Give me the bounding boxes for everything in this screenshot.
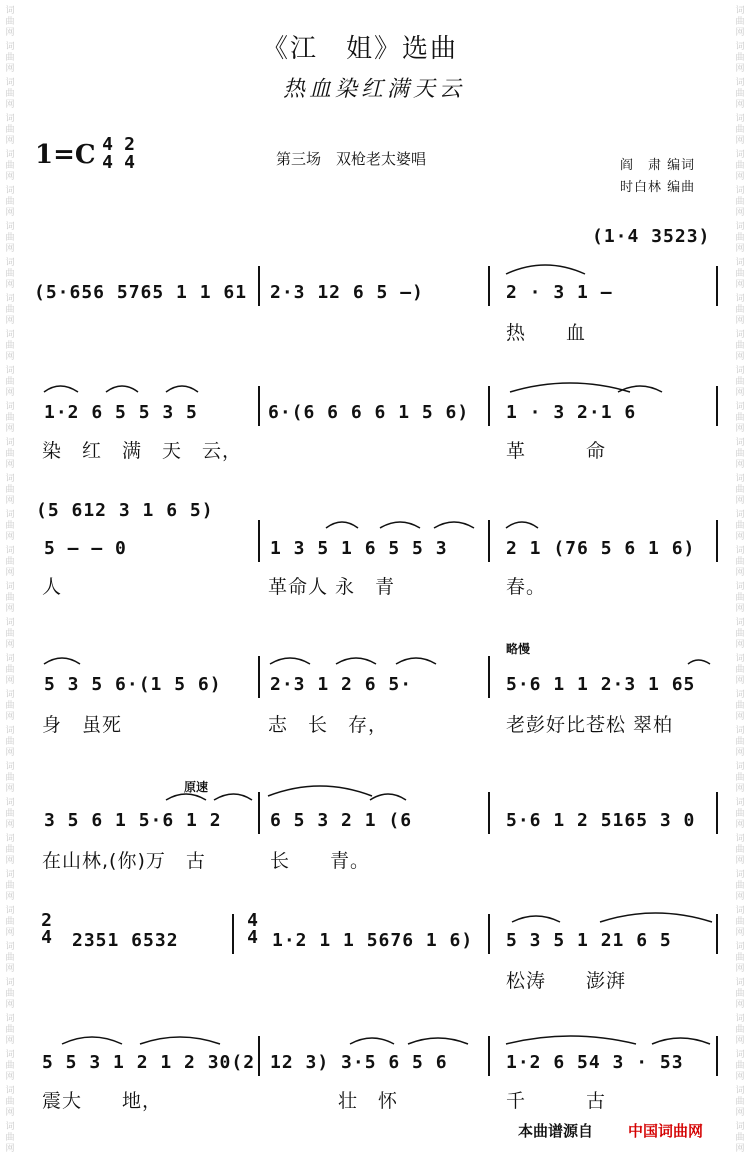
lyric-line: 在山林,(你)万 古	[42, 850, 206, 872]
lyric-line: 人	[42, 576, 63, 598]
lyric-line: 老彭好比苍松 翠柏	[506, 714, 674, 736]
watermark-text: 词 曲 网	[5, 186, 15, 218]
watermark-text: 词 曲 网	[5, 258, 15, 290]
watermark-text: 词 曲 网	[5, 6, 15, 38]
watermark-text: 词 曲 网	[735, 618, 745, 650]
lyric-line: 壮 怀	[338, 1090, 399, 1112]
watermark-text: 词 曲 网	[735, 654, 745, 686]
watermark-text: 词 曲 网	[735, 474, 745, 506]
scene-label: 第三场 双枪老太婆唱	[276, 150, 427, 168]
notation-measure: 2·3 12 6 5 —)	[270, 282, 424, 303]
lyric-line: 革命人 永 青	[268, 576, 396, 598]
lyric-line: 春。	[506, 576, 547, 598]
notation-measure: 6·(6 6 6 6 1 5 6)	[268, 402, 470, 423]
watermark-text: 词 曲 网	[735, 942, 745, 974]
notation-measure: 1 · 3 2·1 6	[506, 402, 637, 423]
watermark-text: 词 曲 网	[735, 798, 745, 830]
watermark-text: 词 曲 网	[5, 582, 15, 614]
watermark-text: 词 曲 网	[5, 690, 15, 722]
watermark-text: 词 曲 网	[735, 870, 745, 902]
notation-measure: 5 3 5 6·(1 5 6)	[44, 674, 222, 695]
watermark-text: 词 曲 网	[735, 546, 745, 578]
watermark-text: 词 曲 网	[5, 1014, 15, 1046]
watermark-text: 词 曲 网	[5, 618, 15, 650]
watermark-text: 词 曲 网	[5, 330, 15, 362]
notation-measure: 3 5 6 1 5·6 1 2	[44, 810, 222, 831]
watermark-text: 词 曲 网	[735, 582, 745, 614]
watermark-text: 词 曲 网	[735, 114, 745, 146]
watermark-text: 词 曲 网	[735, 834, 745, 866]
notation-measure: 12 3) 3·5 6 5 6	[270, 1052, 448, 1073]
watermark-text: 词 曲 网	[5, 222, 15, 254]
watermark-text: 词 曲 网	[5, 438, 15, 470]
notation-measure: 2 · 3 1 —	[506, 282, 613, 303]
watermark-text: 词 曲 网	[735, 438, 745, 470]
notation-measure: (5·656 5765 1 1 61	[34, 282, 248, 303]
watermark-text: 词 曲 网	[735, 78, 745, 110]
watermark-text: 词 曲 网	[5, 762, 15, 794]
notation-measure: 2·3 1 2 6 5·	[270, 674, 413, 695]
watermark-text: 词 曲 网	[735, 1050, 745, 1082]
lyricist-credit: 阎 肃 编词	[620, 158, 696, 173]
notation-measure: 1·2 1 1 5676 1 6)	[272, 930, 474, 951]
watermark-text: 词 曲 网	[5, 1122, 15, 1154]
notation-measure: 1·2 6 5 5 3 5	[44, 402, 198, 423]
watermark-text: 词 曲 网	[735, 6, 745, 38]
watermark-text: 词 曲 网	[5, 1050, 15, 1082]
watermark-text: 词 曲 网	[5, 402, 15, 434]
watermark-text: 词 曲 网	[5, 150, 15, 182]
lyric-line: 热 血	[506, 322, 587, 344]
watermark-text: 词 曲 网	[5, 906, 15, 938]
watermark-text: 词 曲 网	[5, 1086, 15, 1118]
time-signature-two-four: 2 4	[124, 134, 136, 173]
lyric-line: 千 古	[506, 1090, 607, 1112]
watermark-text: 词 曲 网	[735, 762, 745, 794]
notation-measure: 2351 6532	[72, 930, 179, 951]
time-signature-two-four: 2 4	[41, 910, 53, 948]
watermark-text: 词 曲 网	[5, 654, 15, 686]
notation-measure: 5 — — 0	[44, 538, 127, 559]
notation-measure: 5·6 1 2 5165 3 0	[506, 810, 696, 831]
watermark-text: 词 曲 网	[735, 366, 745, 398]
notation-measure: 6 5 3 2 1 (6	[270, 810, 413, 831]
watermark-text: 词 曲 网	[735, 402, 745, 434]
watermark-text: 词 曲 网	[5, 798, 15, 830]
watermark-text: 词 曲 网	[735, 1086, 745, 1118]
composer-credit: 时白林 编曲	[620, 180, 696, 195]
watermark-text: 词 曲 网	[5, 294, 15, 326]
watermark-text: 词 曲 网	[5, 78, 15, 110]
site-name-link[interactable]: 中国词曲网	[628, 1122, 704, 1140]
lyric-line: 震大 地，	[42, 1090, 163, 1112]
time-signature-four-four: 4 4	[247, 910, 259, 948]
watermark-text: 词 曲 网	[735, 258, 745, 290]
watermark-text: 词 曲 网	[5, 366, 15, 398]
tempo-marking: 略慢	[506, 642, 531, 656]
watermark-text: 词 曲 网	[735, 1014, 745, 1046]
watermark-text: 词 曲 网	[5, 546, 15, 578]
key-signature: 1=C	[35, 140, 96, 170]
watermark-text: 词 曲 网	[735, 978, 745, 1010]
lyric-line: 松涛 澎湃	[506, 970, 627, 992]
source-label: 本曲谱源自	[518, 1122, 594, 1140]
watermark-text: 词 曲 网	[5, 114, 15, 146]
watermark-text: 词 曲 网	[5, 942, 15, 974]
score-title: 《江 姐》选曲	[262, 34, 459, 64]
watermark-text: 词 曲 网	[735, 42, 745, 74]
watermark-text: 词 曲 网	[735, 1122, 745, 1154]
watermark-text: 词 曲 网	[5, 510, 15, 542]
lyric-line: 革 命	[506, 440, 607, 462]
lyric-line: 染 红 满 天 云，	[42, 440, 243, 462]
lyric-line: 长 青。	[270, 850, 371, 872]
watermark-text: 词 曲 网	[735, 690, 745, 722]
watermark-text: 词 曲 网	[735, 186, 745, 218]
watermark-text: 词 曲 网	[735, 726, 745, 758]
watermark-text: 词 曲 网	[735, 510, 745, 542]
notation-measure: 5 3 5 1 21 6 5	[506, 930, 672, 951]
watermark-text: 词 曲 网	[735, 330, 745, 362]
lyric-line: 志 长 存，	[268, 714, 389, 736]
tempo-marking: 原速	[184, 780, 209, 794]
watermark-text: 词 曲 网	[5, 978, 15, 1010]
watermark-text: 词 曲 网	[5, 834, 15, 866]
score-subtitle: 热血染红满天云	[283, 77, 466, 102]
watermark-text: 词 曲 网	[735, 294, 745, 326]
watermark-text: 词 曲 网	[5, 474, 15, 506]
watermark-text: 词 曲 网	[735, 150, 745, 182]
watermark-text: 词 曲 网	[735, 222, 745, 254]
lyric-line: 身 虽死	[42, 714, 123, 736]
notation-measure: 5 5 3 1 2 1 2 30(2	[42, 1052, 256, 1073]
notation-measure: 2 1 (76 5 6 1 6)	[506, 538, 696, 559]
watermark-text: 词 曲 网	[5, 726, 15, 758]
notation-measure: 1·2 6 54 3 · 53	[506, 1052, 684, 1073]
notation-measure: 1 3 5 1 6 5 5 3	[270, 538, 448, 559]
pre-notes: (5 612 3 1 6 5)	[36, 500, 214, 521]
watermark-text: 词 曲 网	[5, 42, 15, 74]
intro-top-notes: (1·4 3523)	[592, 226, 711, 247]
watermark-text: 词 曲 网	[735, 906, 745, 938]
watermark-text: 词 曲 网	[5, 870, 15, 902]
time-signature-four-four: 4 4	[102, 134, 114, 173]
notation-measure: 5·6 1 1 2·3 1 65	[506, 674, 696, 695]
